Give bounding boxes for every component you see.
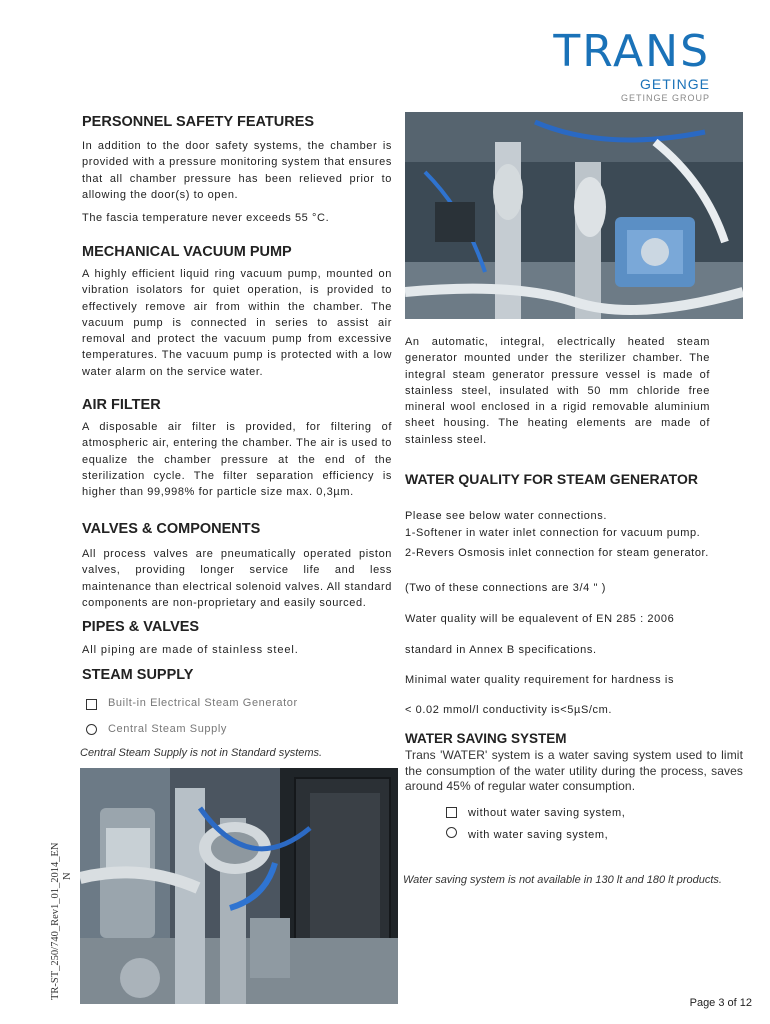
valves-heading: VALVES & COMPONENTS (82, 521, 261, 537)
document-code-line2: N (62, 872, 73, 880)
air-filter-heading: AIR FILTER (82, 397, 161, 413)
central-steam-label: Central Steam Supply (108, 723, 227, 735)
personnel-text: In addition to the door safety systems, the chamber is provided with a pressure monitoring system that ensures that all chamber pressure has been relieved prior to allowing the door(s) to open. (82, 140, 392, 201)
generator-text: An automatic, integral, electrically heated steam generator mounted under the sterilizer chamber. The integral steam generator pressure vessel is made of stainless steel, insulated with 50 mm chloride free mineral wool enclosed in a rigid removable aluminium sheet housing. The heating elements are made of stainless steel. (405, 336, 710, 446)
fascia-temperature: The fascia temperature never exceeds 55 °C. (82, 212, 330, 224)
vacuum-heading: MECHANICAL VACUUM PUMP (82, 244, 292, 260)
central-steam-note: Central Steam Supply is not in Standard systems. (80, 747, 323, 759)
air-filter-text: A disposable air filter is provided, for filtering of atmospheric air, entering the chamber. The air is used to equalize the chamber pressure at the end of the sterilization cycle. The filter separation efficiency is higher than 99,998% for particle size max. 0,3µm. (82, 421, 392, 499)
water-saving-note: Water saving system is not available in 130 lt and 180 lt products. (403, 874, 722, 886)
water-quality-line5: Water quality will be equalevent of EN 285 : 2006 (405, 613, 675, 625)
pipes-text: All piping are made of stainless steel. (82, 644, 299, 656)
water-quality-line8: < 0.02 mmol/l conductivity is<5µS/cm. (405, 704, 613, 716)
logo-group: GETINGE GROUP (620, 93, 710, 103)
steam-generator-photo (405, 112, 743, 319)
document-code-line1: TR-ST_250/740_Rev1_01_2014_EN (50, 842, 61, 1000)
water-quality-line6: standard in Annex B specifications. (405, 644, 597, 656)
water-quality-line4: (Two of these connections are 3/4 " ) (405, 582, 606, 594)
water-saving-text: Trans 'WATER' system is a water saving system used to limit the consumption of the water utility during the process, saves around 45% of regular water consumption. (405, 748, 743, 793)
water-quality-heading: WATER QUALITY FOR STEAM GENERATOR (405, 471, 698, 487)
vacuum-text: A highly efficient liquid ring vacuum pump, mounted on vibration isolators for quiet operation, is provided to effectively remove air from within the chamber. The vacuum pump is connected in series to assist air removal and protect the vacuum pump from excessive temperatures. The vacuum pump is protected with a low water alarm on the service water. (82, 268, 392, 378)
valves-photo (80, 768, 398, 1004)
with-water-saving-label: with water saving system, (468, 829, 609, 841)
built-in-generator-label: Built-in Electrical Steam Generator (108, 697, 298, 709)
built-in-generator-checkbox[interactable] (86, 699, 97, 710)
steam-supply-heading: STEAM SUPPLY (82, 667, 194, 683)
water-saving-heading: WATER SAVING SYSTEM (405, 731, 567, 746)
without-water-saving-label: without water saving system, (468, 807, 626, 819)
water-quality-line2: 1-Softener in water inlet connection for vacuum pump. (405, 527, 701, 539)
logo-brand: TRANS (553, 26, 710, 77)
water-quality-line1: Please see below water connections. (405, 510, 607, 522)
document-code (50, 843, 74, 1001)
pipes-heading: PIPES & VALVES (82, 619, 200, 635)
page-number: Page 3 of 12 (689, 997, 752, 1009)
central-steam-radio[interactable] (86, 724, 97, 735)
valves-text: All process valves are pneumatically operated piston valves, providing longer service life and less maintenance than electrical solenoid valves. All standard components are non-proprietary and easily sourced. (82, 548, 392, 609)
water-quality-line7: Minimal water quality requirement for hardness is (405, 674, 675, 686)
with-water-saving-radio[interactable] (446, 827, 457, 838)
water-quality-line3: 2-Revers Osmosis inlet connection for steam generator. (405, 547, 709, 559)
trans-logo (540, 26, 710, 104)
without-water-saving-checkbox[interactable] (446, 807, 457, 818)
logo-sub: GETINGE (639, 76, 710, 92)
personnel-heading: PERSONNEL SAFETY FEATURES (82, 114, 315, 130)
